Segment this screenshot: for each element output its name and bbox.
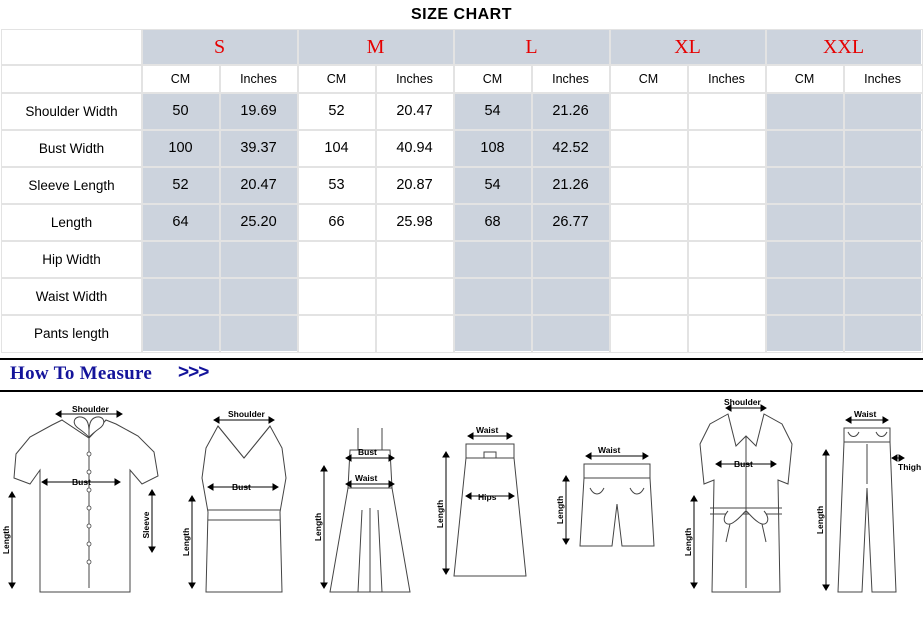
unit-corner-cell [2,65,142,93]
cell-waist-width-l-in [532,278,610,315]
cell-bust-width-m-in: 40.94 [376,130,454,167]
cell-sleeve-length-xxl-cm [766,167,844,204]
cell-sleeve-length-s-cm: 52 [142,167,220,204]
size-header-l: L [454,30,610,65]
cell-bust-width-l-cm: 108 [454,130,532,167]
cell-hip-width-l-cm [454,241,532,278]
how-to-measure-bar [0,358,923,392]
label-shoulder: Shoulder [228,409,265,419]
cell-waist-width-m-in [376,278,454,315]
unit-cm-m: CM [298,65,376,93]
unit-cm-s: CM [142,65,220,93]
cell-length-s-cm: 64 [142,204,220,241]
cell-shoulder-width-xl-in [688,93,766,130]
page-title: SIZE CHART [411,6,512,23]
label-waist: Waist [476,425,499,435]
row-label-shoulder-width: Shoulder Width [2,93,142,130]
cell-bust-width-l-in: 42.52 [532,130,610,167]
label-shoulder: Shoulder [724,397,761,407]
figure-shorts [550,392,680,614]
arrows-icon: >>> [178,362,209,383]
unit-cm-xl: CM [610,65,688,93]
cell-pants-length-xl-cm [610,315,688,352]
unit-inches-m: Inches [376,65,454,93]
cell-length-l-cm: 68 [454,204,532,241]
cell-shoulder-width-s-cm: 50 [142,93,220,130]
label-length: Length [181,527,191,557]
figure-skirt [430,392,550,614]
cell-bust-width-xl-in [688,130,766,167]
cell-bust-width-s-in: 39.37 [220,130,298,167]
cell-waist-width-xl-in [688,278,766,315]
cell-hip-width-xxl-cm [766,241,844,278]
figure-camisole [178,392,310,614]
cell-shoulder-width-l-cm: 54 [454,93,532,130]
row-label-length: Length [2,204,142,241]
cell-waist-width-m-cm [298,278,376,315]
cell-bust-width-s-cm: 100 [142,130,220,167]
table-row-units [2,65,922,93]
label-hips: Hips [478,492,497,502]
size-header-xl: XL [610,30,766,65]
figure-pants [810,392,923,614]
corner-cell [2,30,142,65]
label-length: Length [555,495,565,525]
label-bust: Bust [734,459,753,469]
cell-waist-width-xxl-cm [766,278,844,315]
cell-pants-length-s-in [220,315,298,352]
cell-waist-width-xl-cm [610,278,688,315]
cell-length-l-in: 26.77 [532,204,610,241]
label-waist: Waist [854,409,877,419]
size-header-m: M [298,30,454,65]
cell-sleeve-length-xl-cm [610,167,688,204]
label-length: Length [683,527,693,557]
row-label-hip-width: Hip Width [2,241,142,278]
cell-waist-width-s-cm [142,278,220,315]
label-bust: Bust [358,447,377,457]
unit-inches-l: Inches [532,65,610,93]
cell-pants-length-l-cm [454,315,532,352]
label-shoulder: Shoulder [72,404,109,414]
row-label-pants-length: Pants length [2,315,142,352]
table-row [2,278,922,315]
cell-hip-width-s-in [220,241,298,278]
cell-length-xxl-cm [766,204,844,241]
cell-pants-length-m-cm [298,315,376,352]
cell-pants-length-xxl-cm [766,315,844,352]
size-chart-table [1,29,922,352]
cell-sleeve-length-l-cm: 54 [454,167,532,204]
cell-bust-width-xxl-cm [766,130,844,167]
cell-shoulder-width-xxl-cm [766,93,844,130]
cell-sleeve-length-m-cm: 53 [298,167,376,204]
cell-length-m-cm: 66 [298,204,376,241]
cell-length-m-in: 25.98 [376,204,454,241]
table-row [2,315,922,352]
cell-sleeve-length-l-in: 21.26 [532,167,610,204]
measure-figures [0,392,923,614]
label-sleeve: Sleeve [141,511,151,539]
cell-sleeve-length-xl-in [688,167,766,204]
unit-cm-l: CM [454,65,532,93]
cell-length-s-in: 25.20 [220,204,298,241]
cell-sleeve-length-xxl-in [844,167,922,204]
unit-inches-xl: Inches [688,65,766,93]
cell-shoulder-width-m-in: 20.47 [376,93,454,130]
label-length: Length [435,499,445,529]
cell-pants-length-xxl-in [844,315,922,352]
label-length: Length [815,505,825,535]
cell-bust-width-xl-cm [610,130,688,167]
cell-shoulder-width-s-in: 19.69 [220,93,298,130]
how-to-measure-heading: How To Measure [10,363,153,384]
label-bust: Bust [72,477,91,487]
label-waist: Waist [598,445,621,455]
cell-waist-width-l-cm [454,278,532,315]
unit-inches-xxl: Inches [844,65,922,93]
cell-shoulder-width-m-cm: 52 [298,93,376,130]
label-thigh: Thigh [898,462,922,472]
table-row [2,93,922,130]
table-row [2,167,922,204]
label-waist: Waist [355,473,378,483]
cell-pants-length-m-in [376,315,454,352]
row-label-sleeve-length: Sleeve Length [2,167,142,204]
cell-waist-width-s-in [220,278,298,315]
cell-length-xl-in [688,204,766,241]
cell-bust-width-xxl-in [844,130,922,167]
cell-sleeve-length-s-in: 20.47 [220,167,298,204]
cell-shoulder-width-xl-cm [610,93,688,130]
cell-hip-width-xxl-in [844,241,922,278]
cell-pants-length-s-cm [142,315,220,352]
cell-hip-width-xl-in [688,241,766,278]
label-length: Length [313,512,323,542]
row-label-bust-width: Bust Width [2,130,142,167]
cell-hip-width-s-cm [142,241,220,278]
cell-hip-width-m-in [376,241,454,278]
table-row [2,130,922,167]
label-length: Length [1,525,11,555]
unit-inches-s: Inches [220,65,298,93]
label-bust: Bust [232,482,251,492]
size-header-s: S [142,30,298,65]
unit-cm-xxl: CM [766,65,844,93]
cell-shoulder-width-xxl-in [844,93,922,130]
cell-waist-width-xxl-in [844,278,922,315]
figure-coat [680,392,810,614]
table-row [2,241,922,278]
cell-hip-width-l-in [532,241,610,278]
cell-bust-width-m-cm: 104 [298,130,376,167]
cell-sleeve-length-m-in: 20.87 [376,167,454,204]
cell-length-xl-cm [610,204,688,241]
cell-hip-width-m-cm [298,241,376,278]
table-row-sizes [2,30,922,65]
cell-pants-length-xl-in [688,315,766,352]
row-label-waist-width: Waist Width [2,278,142,315]
figure-blouse [0,392,178,614]
cell-pants-length-l-in [532,315,610,352]
cell-shoulder-width-l-in: 21.26 [532,93,610,130]
cell-length-xxl-in [844,204,922,241]
cell-hip-width-xl-cm [610,241,688,278]
table-row [2,204,922,241]
size-header-xxl: XXL [766,30,922,65]
figure-dress [310,392,430,614]
